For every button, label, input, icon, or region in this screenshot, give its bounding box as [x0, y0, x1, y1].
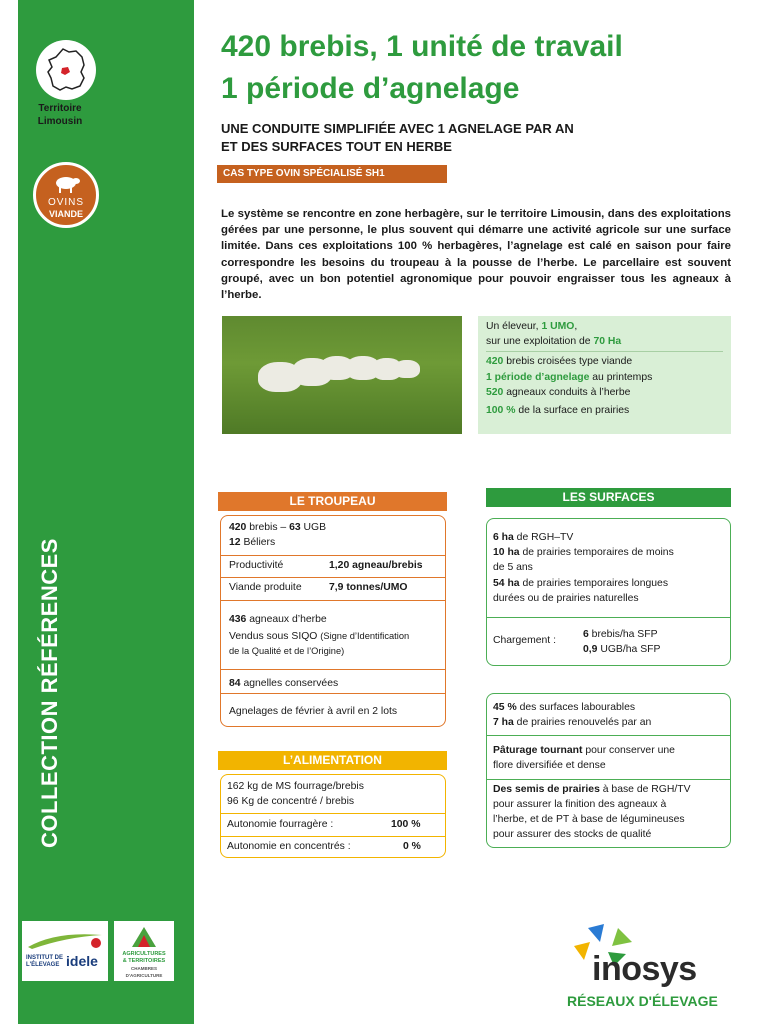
troupeau-divider-5: [221, 693, 445, 694]
paturage-tournant-cont: flore diversifiée et dense: [493, 760, 606, 771]
idele-swoosh-icon: [26, 929, 104, 951]
idele-line2: L'ÉLEVAGE: [26, 962, 60, 968]
productivite-label: Productivité: [229, 560, 284, 571]
inosys-wordmark: inosys: [592, 950, 697, 988]
ovins-text: OVINS: [47, 197, 85, 208]
idele-brand-text: idele: [66, 953, 98, 969]
agnelages-text: Agnelages de février à avril en 2 lots: [229, 706, 398, 717]
troupeau-beliers: 12 Béliers: [229, 537, 276, 548]
subtitle-line1: UNE CONDUITE SIMPLIFIÉE AVEC 1 AGNELAGE PAR AN: [221, 121, 574, 136]
chargement-label: Chargement :: [493, 635, 556, 646]
alim-concentre: 96 Kg de concentré / brebis: [227, 796, 355, 807]
surface-rgh-tv: 6 ha de RGH–TV: [493, 532, 574, 543]
semis-line2: pour assurer la finition des agneaux à: [493, 799, 667, 810]
idele-small-text: [26, 955, 63, 969]
subtitle-line2: ET DES SURFACES TOUT EN HERBE: [221, 139, 452, 154]
cas-type-badge: CAS TYPE OVIN SPÉCIALISÉ SH1: [217, 165, 447, 183]
agricultures-territoires-logo: [114, 921, 174, 981]
troupeau-header: LE TROUPEAU: [218, 492, 447, 511]
intro-paragraph: Le système se rencontre en zone herbagère, sur le territoire Limousin, dans des exploitations gérées par une personne, le plus souvent qui démarre une activité agricole sur une surface limitée. Dans ces exploitations 100 % herbagères, l’agnelage est calé en saison pour faire correspondre les besoins du troupeau à la pousse de l’herbe. Le parcellaire est souvent groupé, avec un bon potentiel agronomique pour pouvoir engraisser tous les agneaux à l’herbe.: [221, 208, 731, 302]
viande-value: 7,9 tonnes/UMO: [329, 582, 408, 593]
autonomie-concentres-value: 0 %: [403, 841, 421, 852]
agri-line1: AGRICULTURES: [122, 951, 166, 957]
vendus-siqo: Vendus sous SIQO (Signe d’Identification: [229, 631, 410, 642]
summary-line-agneaux: 520 agneaux conduits à l’herbe: [486, 387, 631, 398]
surfaces-divider: [487, 617, 730, 618]
agri-line2: & TERRITOIRES: [122, 958, 166, 964]
france-map-icon: [36, 40, 96, 100]
sidebar: [18, 0, 194, 1024]
collection-text: COLLECTION RÉFÉRENCES: [37, 537, 62, 848]
troupeau-box: [220, 515, 446, 727]
summary-separator: [486, 351, 723, 352]
ovins-viande-badge: [33, 162, 99, 228]
summary-line-agnelage: 1 période d’agnelage au printemps: [486, 372, 653, 383]
idele-line1: INSTITUT DE: [26, 955, 63, 961]
sheep-6: [394, 360, 420, 378]
summary-line-surface: sur une exploitation de 70 Ha: [486, 336, 622, 347]
autonomie-concentres-label: Autonomie en concentrés :: [227, 841, 351, 852]
prairies-renouvelees: 7 ha de prairies renouvelés par an: [493, 717, 652, 728]
idele-logo: [22, 921, 108, 981]
surfaces-header: LES SURFACES: [486, 488, 731, 507]
territoire-line1: Territoire: [38, 103, 82, 114]
autonomie-fourragere-value: 100 %: [391, 819, 421, 830]
surfaces-box: [486, 518, 731, 666]
page-title-line1: 420 brebis, 1 unité de travail: [221, 30, 623, 63]
paturage-tournant: Pâturage tournant pour conserver une: [493, 745, 675, 756]
reseaux-elevage-text: RÉSEAUX D'ÉLEVAGE: [567, 993, 718, 1009]
agri-text: [116, 951, 172, 979]
agri-leaf-icon: [128, 925, 160, 949]
summary-line-eleveur: Un éleveur, 1 UMO,: [486, 321, 578, 332]
pratiques-divider-1: [487, 735, 730, 736]
summary-line-prairies: 100 % de la surface en prairies: [486, 405, 630, 416]
surface-pt-longues: 54 ha de prairies temporaires longues: [493, 578, 669, 589]
productivite-value: 1,20 agneau/brebis: [329, 560, 423, 571]
viande-text: VIANDE: [48, 209, 83, 219]
troupeau-divider-3: [221, 600, 445, 601]
sheep-photo: [222, 316, 462, 434]
autonomie-fourragere-label: Autonomie fourragère :: [227, 819, 334, 830]
territoire-line2: Limousin: [37, 116, 83, 127]
agneaux-herbe: 436 agneaux d’herbe: [229, 614, 327, 625]
semis-line3: l’herbe, et de PT à base de légumineuses: [493, 814, 685, 825]
alim-divider-1: [221, 813, 445, 814]
surface-pt-longues-cont: durées ou de prairies naturelles: [493, 593, 639, 604]
collection-references-label: [30, 520, 70, 865]
surface-pt-courtes-cont: de 5 ans: [493, 562, 533, 573]
troupeau-brebis-ugb: 420 brebis – 63 UGB: [229, 522, 327, 533]
troupeau-divider-2: [221, 577, 445, 578]
surface-pt-courtes: 10 ha de prairies temporaires de moins: [493, 547, 674, 558]
semis-prairies: Des semis de prairies à base de RGH/TV: [493, 784, 691, 795]
chargement-ugb: 0,9 UGB/ha SFP: [583, 644, 661, 655]
troupeau-divider-4: [221, 669, 445, 670]
alim-fourrage: 162 kg de MS fourrage/brebis: [227, 781, 364, 792]
territoire-label: [20, 102, 100, 128]
agri-line3: CHAMBRES D'AGRICULTURE: [125, 966, 163, 978]
alimentation-box: [220, 774, 446, 858]
france-map-logo: [36, 40, 96, 100]
pratiques-divider-2: [487, 779, 730, 780]
surfaces-labourables: 45 % des surfaces labourables: [493, 702, 636, 713]
alim-divider-2: [221, 836, 445, 837]
summary-line-brebis: 420 brebis croisées type viande: [486, 356, 633, 367]
chargement-brebis: 6 brebis/ha SFP: [583, 629, 658, 640]
troupeau-divider-1: [221, 555, 445, 556]
agnelles-conservees: 84 agnelles conservées: [229, 678, 339, 689]
semis-line4: pour assurer des stocks de qualité: [493, 829, 652, 840]
sheep-icon: [53, 174, 81, 194]
pratiques-box: [486, 693, 731, 848]
summary-box: [478, 316, 731, 434]
page-title-line2: 1 période d’agnelage: [221, 72, 520, 105]
alimentation-header: L’ALIMENTATION: [218, 751, 447, 770]
viande-label: Viande produite: [229, 582, 302, 593]
vendus-siqo-cont: de la Qualité et de l’Origine): [229, 646, 345, 656]
